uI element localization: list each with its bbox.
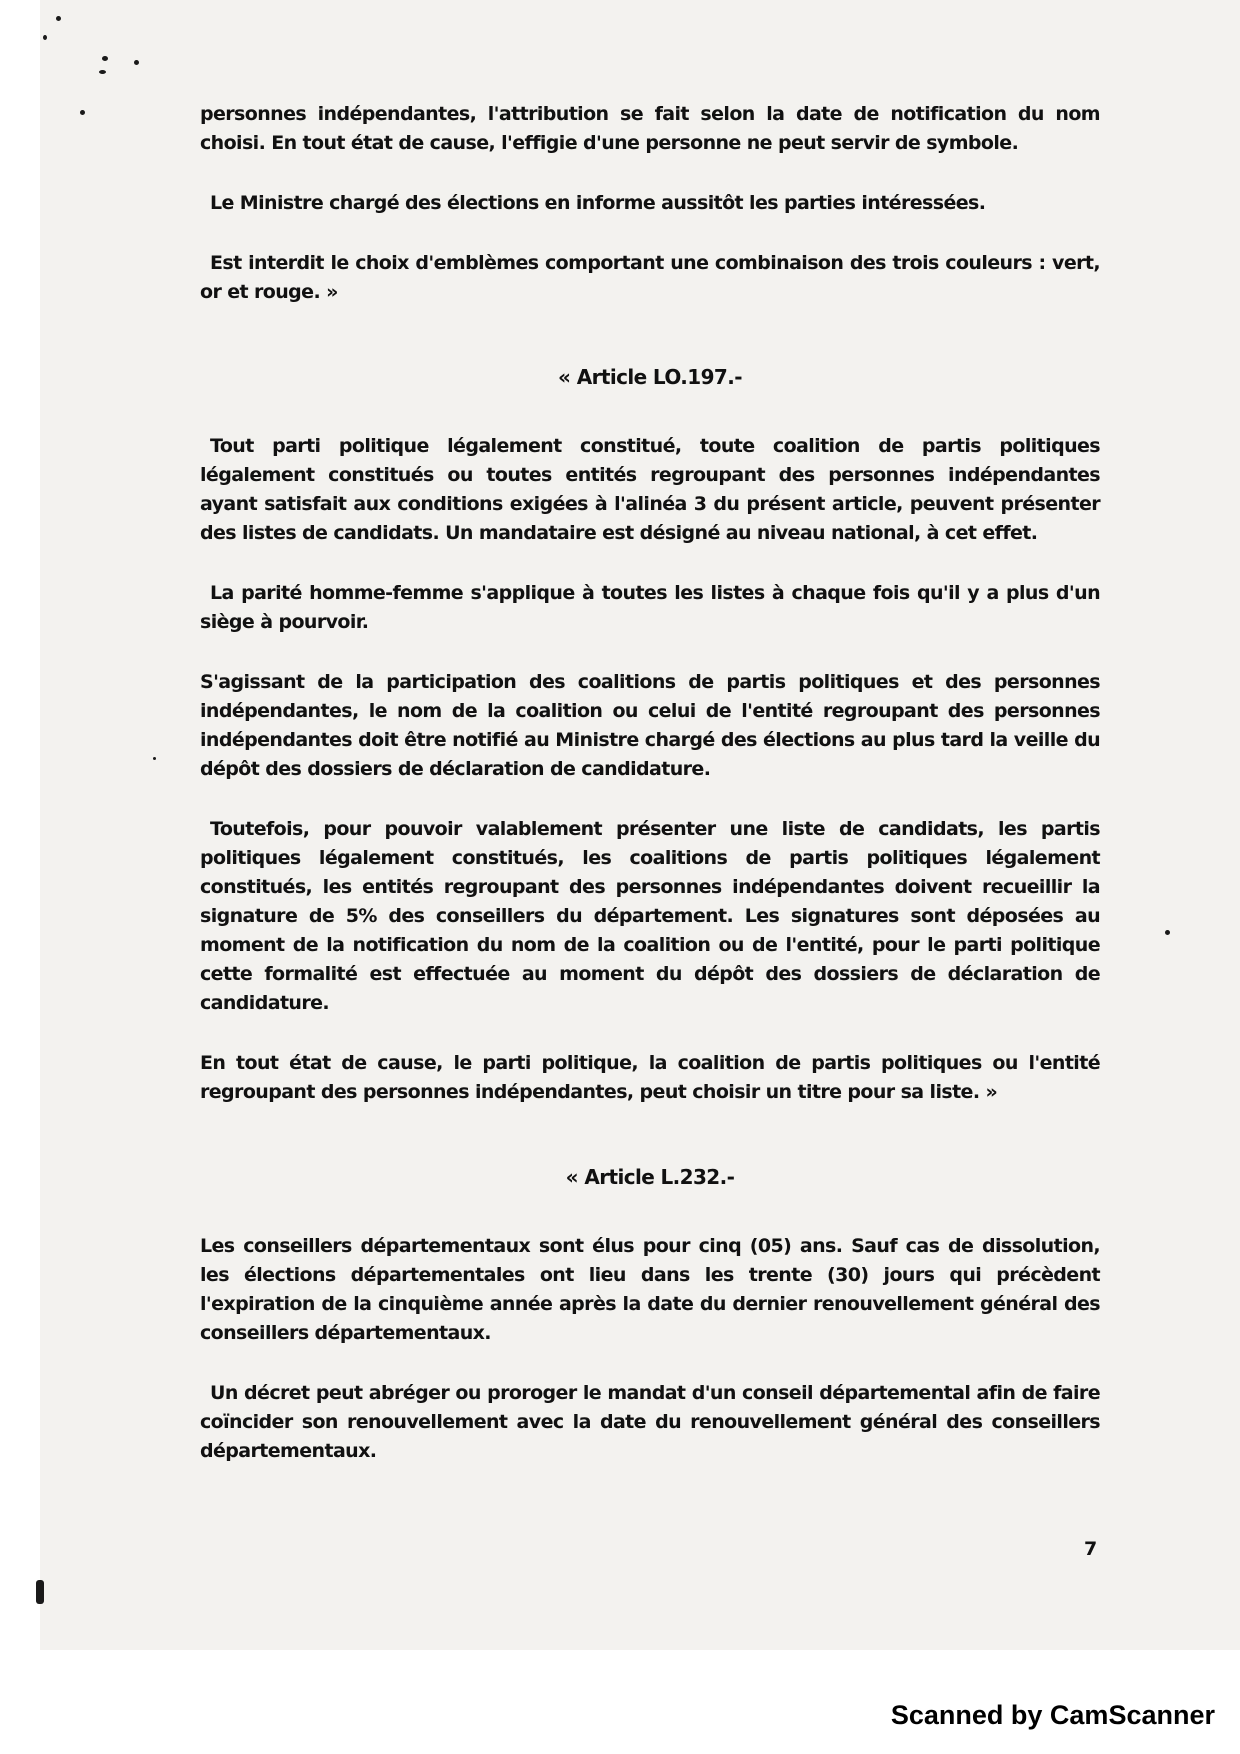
paragraph: Un décret peut abréger ou proroger le mandat d'un conseil départemental afin de faire coïncider son renouvellement avec la date du renouvellement général des conseillers départementaux. [200,1382,1100,1462]
paragraph: Tout parti politique légalement constitué, toute coalition de partis politiques légalement constitués ou toutes entités regroupant des personnes indépendantes ayant satisfait aux conditions exigées à l'alinéa 3 du présent article, peuvent présenter des listes de candidats. Un mandataire est désigné au niveau national, à cet effet. [200,435,1100,544]
paragraph: En tout état de cause, le parti politique, la coalition de partis politiques ou l'entité regroupant des personnes indépendantes, peut choisir un titre pour sa liste. » [200,1052,1100,1103]
scan-speck [102,56,108,61]
paragraph: personnes indépendantes, l'attribution se fait selon la date de notification du nom choisi. En tout état de cause, l'effigie d'une personne ne peut servir de symbole. [200,103,1100,154]
scan-border [0,0,40,1650]
article-heading: « Article LO.197.- [558,365,742,389]
scanner-watermark: Scanned by CamScanner [890,1700,1215,1730]
document-body [200,100,1100,1497]
page-number: 7 [1084,1538,1098,1560]
scan-speck [80,110,85,115]
scan-speck [99,70,106,74]
paragraph: La parité homme-femme s'applique à toutes les listes à chaque fois qu'il y a plus d'un siège à pourvoir. [200,582,1100,633]
scan-speck [153,757,156,760]
scan-speck [36,1580,44,1604]
scan-speck [43,35,47,40]
scan-speck [134,60,139,65]
paragraph: Les conseillers départementaux sont élus pour cinq (05) ans. Sauf cas de dissolution, les élections départementales ont lieu dans les trente (30) jours qui précèdent l'expiration de la cinquième année après la date du dernier renouvellement général des conseillers départementaux. [200,1235,1100,1344]
scan-speck [56,16,61,21]
article-heading: « Article L.232.- [565,1165,735,1189]
scan-speck [1165,930,1170,935]
paragraph: Le Ministre chargé des élections en informe aussitôt les parties intéressées. [210,192,986,214]
paragraph: Toutefois, pour pouvoir valablement présenter une liste de candidats, les partis politiques légalement constitués, les coalitions de partis politiques légalement constitués, les entités regroupant des personnes indépendantes doivent recueillir la signature de 5% des conseillers du département. Les signatures sont déposées au moment de la notification du nom de la coalition ou de l'entité, pour le parti politique cette formalité est effectuée au moment du dépôt des dossiers de déclaration de candidature. [200,818,1100,1014]
paragraph: Est interdit le choix d'emblèmes comportant une combinaison des trois couleurs : vert, or et rouge. » [200,252,1100,303]
paragraph: S'agissant de la participation des coalitions de partis politiques et des personnes indépendantes, le nom de la coalition ou celui de l'entité regroupant des personnes indépendantes doit être notifié au Ministre chargé des élections au plus tard la veille du dépôt des dossiers de déclaration de candidature. [200,671,1100,780]
